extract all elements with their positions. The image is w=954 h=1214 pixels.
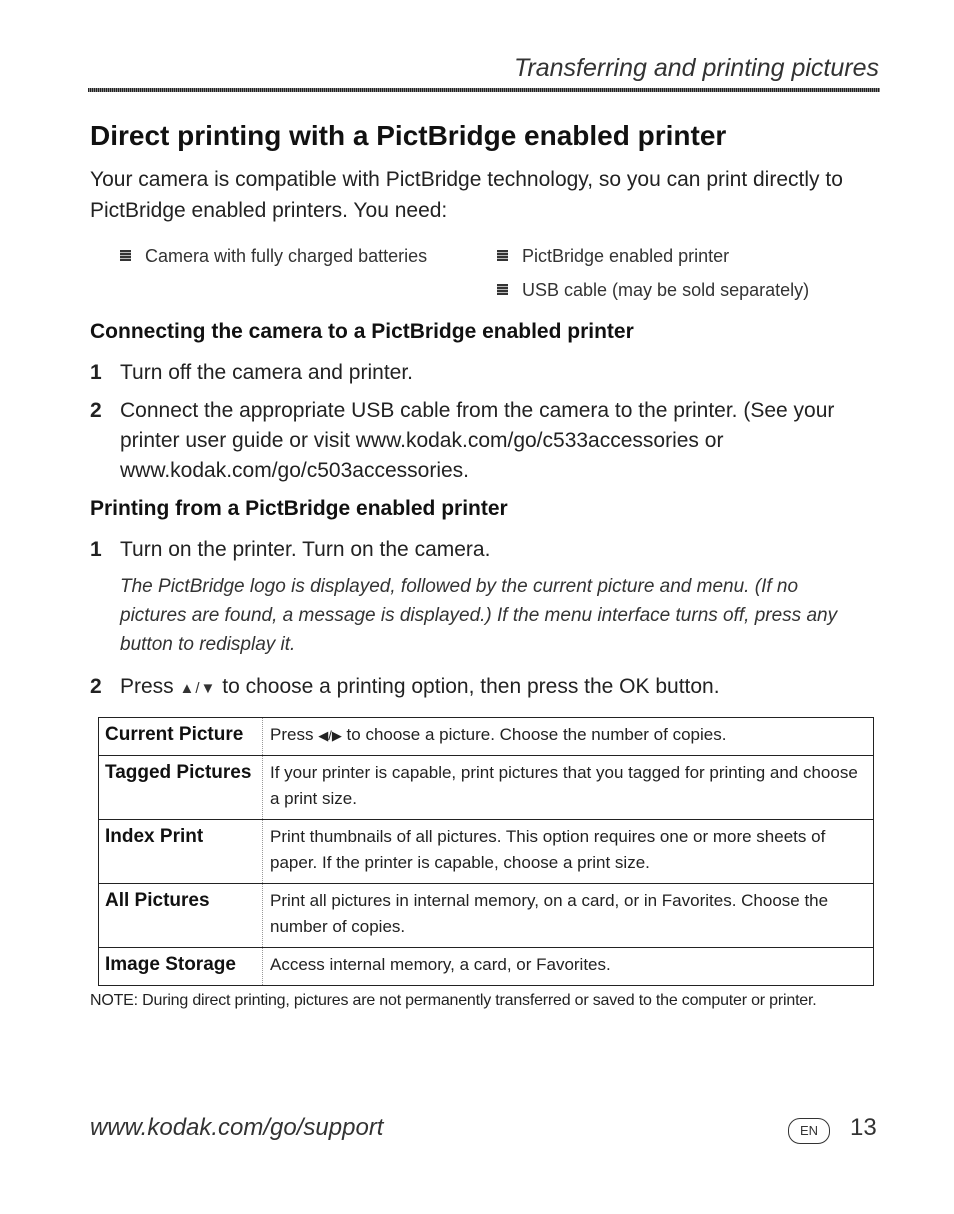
option-label: All Pictures [99,884,263,948]
print-step-1: 1 Turn on the printer. Turn on the camera. [90,538,491,561]
page-number: 13 [850,1114,877,1141]
option-label: Image Storage [99,948,263,986]
option-description: Print thumbnails of all pictures. This option requires one or more sheets of paper. If the printer is capable, choose a print size. [263,820,874,884]
bullet-icon [120,250,131,261]
option-description: Access internal memory, a card, or Favorites. [263,948,874,986]
print-step-1-note: The PictBridge logo is displayed, followed by the current picture and menu. (If no pictures are found, a message is displayed.) If the menu interface turns off, press any button to redisplay it. [120,576,838,655]
print-options-table [98,717,874,986]
table-row [99,884,874,948]
note-text: NOTE: During direct printing, pictures are not permanently transferred or saved to the computer or printer. [90,992,817,1009]
table-row [99,718,874,756]
connect-step-2: 2 Connect the appropriate USB cable from the camera to the printer. (See your printer user guide or visit www.kodak.com/go/c533accessories or www.kodak.com/go/c503accessories. [90,399,835,482]
up-down-arrow-icon: ▲/▼ [179,680,217,697]
print-step-2: 2 Press ▲/▼ to choose a printing option, then press the OK button. [90,675,720,698]
language-badge-icon: EN [788,1118,830,1144]
requirement-item: Camera with fully charged batteries [120,246,427,267]
option-label: Index Print [99,820,263,884]
table-row [99,948,874,986]
requirement-item: PictBridge enabled printer [497,246,729,267]
requirement-item: USB cable (may be sold separately) [497,280,809,301]
connect-step-1: 1 Turn off the camera and printer. [90,361,413,384]
intro-paragraph: Your camera is compatible with PictBridge technology, so you can print directly to PictBridge enabled printers. You need: [90,168,843,222]
table-row [99,820,874,884]
option-label: Current Picture [99,718,263,756]
option-label: Tagged Pictures [99,756,263,820]
bullet-icon [497,250,508,261]
section-heading-print: Printing from a PictBridge enabled printer [90,497,508,520]
option-description: Print all pictures in internal memory, on a card, or in Favorites. Choose the number of copies. [263,884,874,948]
footer-url: www.kodak.com/go/support [90,1114,384,1141]
header-rule [88,88,880,92]
table-row [99,756,874,820]
section-heading-connect: Connecting the camera to a PictBridge enabled printer [90,320,634,343]
running-head: Transferring and printing pictures [514,54,879,82]
option-description: Press ◀/▶ to choose a picture. Choose the number of copies. [263,718,874,756]
bullet-icon [497,284,508,295]
left-right-arrow-icon: ◀/▶ [318,728,342,743]
page-title: Direct printing with a PictBridge enabled printer [90,120,727,151]
option-description: If your printer is capable, print pictures that you tagged for printing and choose a print size. [263,756,874,820]
